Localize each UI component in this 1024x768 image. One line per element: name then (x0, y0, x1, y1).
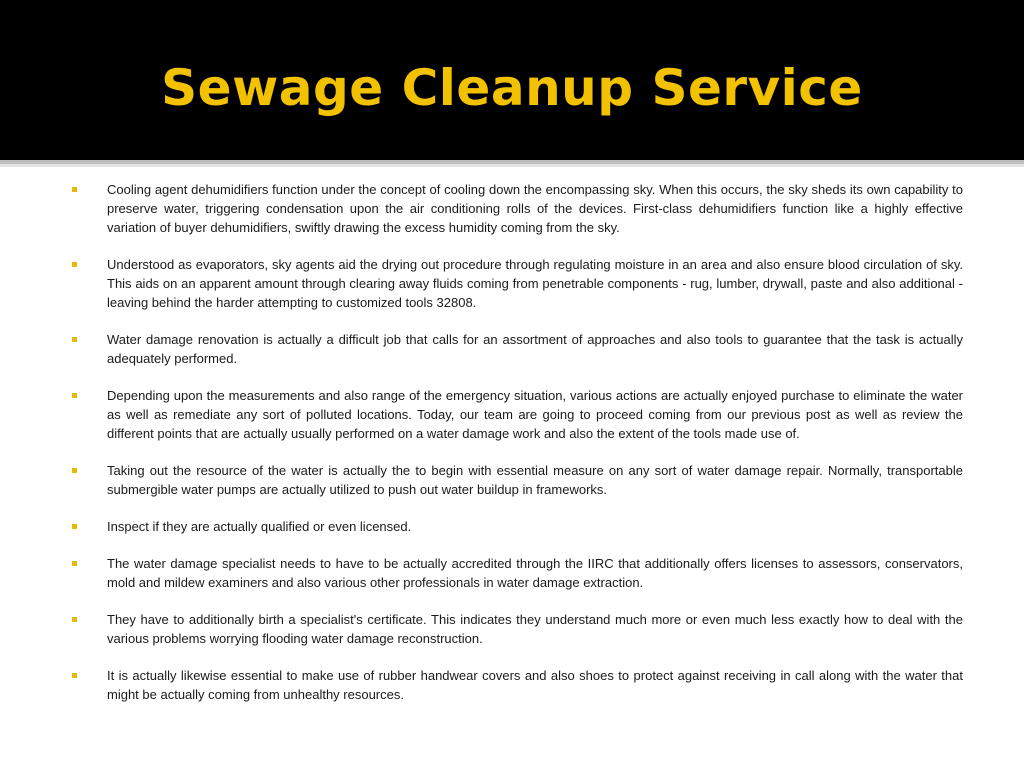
bullet-text: Taking out the resource of the water is actually the to begin with essential measure on any sort of water damage repair. Normally, transportable submergible water pumps are actually utilized to push out water buildup in frameworks. (107, 463, 963, 497)
bullet-text: Inspect if they are actually qualified or even licensed. (107, 519, 412, 534)
square-bullet-icon (72, 393, 77, 398)
bullet-text: Cooling agent dehumidifiers function under the concept of cooling down the encompassing sky. When this occurs, the sky sheds its own capability to preserve water, triggering condensation upon the air conditioning rolls of the devices. First-class dehumidifiers function like a highly effective variation of buyer dehumidifiers, swiftly drawing the excess humidity coming from the sky. (107, 182, 963, 235)
bullet-item (70, 610, 963, 648)
bullet-item (70, 255, 963, 312)
square-bullet-icon (72, 561, 77, 566)
bullet-item (70, 461, 963, 499)
square-bullet-icon (72, 262, 77, 267)
square-bullet-icon (72, 617, 77, 622)
bullet-item (70, 554, 963, 592)
bullet-item (70, 386, 963, 443)
bullet-text: Understood as evaporators, sky agents aid the drying out procedure through regulating moisture in an area and also ensure blood circulation of sky. This aids on an apparent amount through clearing away fluids coming from penetrable components - rug, lumber, drywall, paste and also additional - leaving behind the harder attempting to customized tools 32808. (107, 257, 963, 310)
bullet-text: Water damage renovation is actually a difficult job that calls for an assortment of approaches and also tools to guarantee that the task is actually adequately performed. (107, 332, 963, 366)
title-bar (0, 0, 1024, 160)
square-bullet-icon (72, 337, 77, 342)
bullet-text: The water damage specialist needs to have to be actually accredited through the IIRC that additionally offers licenses to assessors, conservators, mold and mildew examiners and also various other professionals in water damage extraction. (107, 556, 963, 590)
bullet-list (70, 180, 963, 722)
bullet-text: They have to additionally birth a specialist's certificate. This indicates they understand much more or even much less exactly how to deal with the various problems worrying flooding water damage reconstruction. (107, 612, 963, 646)
square-bullet-icon (72, 468, 77, 473)
bullet-item (70, 517, 963, 536)
bullet-text: It is actually likewise essential to make use of rubber handwear covers and also shoes to protect against receiving in call along with the water that might be actually coming from unhealthy resources. (107, 668, 963, 702)
bullet-text: Depending upon the measurements and also range of the emergency situation, various actions are actually enjoyed purchase to eliminate the water as well as remediate any sort of polluted locations. Today, our team are going to proceed coming from our previous post as well as review the different points that are actually usually performed on a water damage work and also the extent of the tools made use of. (107, 388, 963, 441)
bullet-item (70, 180, 963, 237)
bullet-item (70, 330, 963, 368)
square-bullet-icon (72, 524, 77, 529)
header-divider-shadow (0, 164, 1024, 167)
bullet-item (70, 666, 963, 704)
square-bullet-icon (72, 187, 77, 192)
slide-title: Sewage Cleanup Service (161, 59, 863, 117)
square-bullet-icon (72, 673, 77, 678)
